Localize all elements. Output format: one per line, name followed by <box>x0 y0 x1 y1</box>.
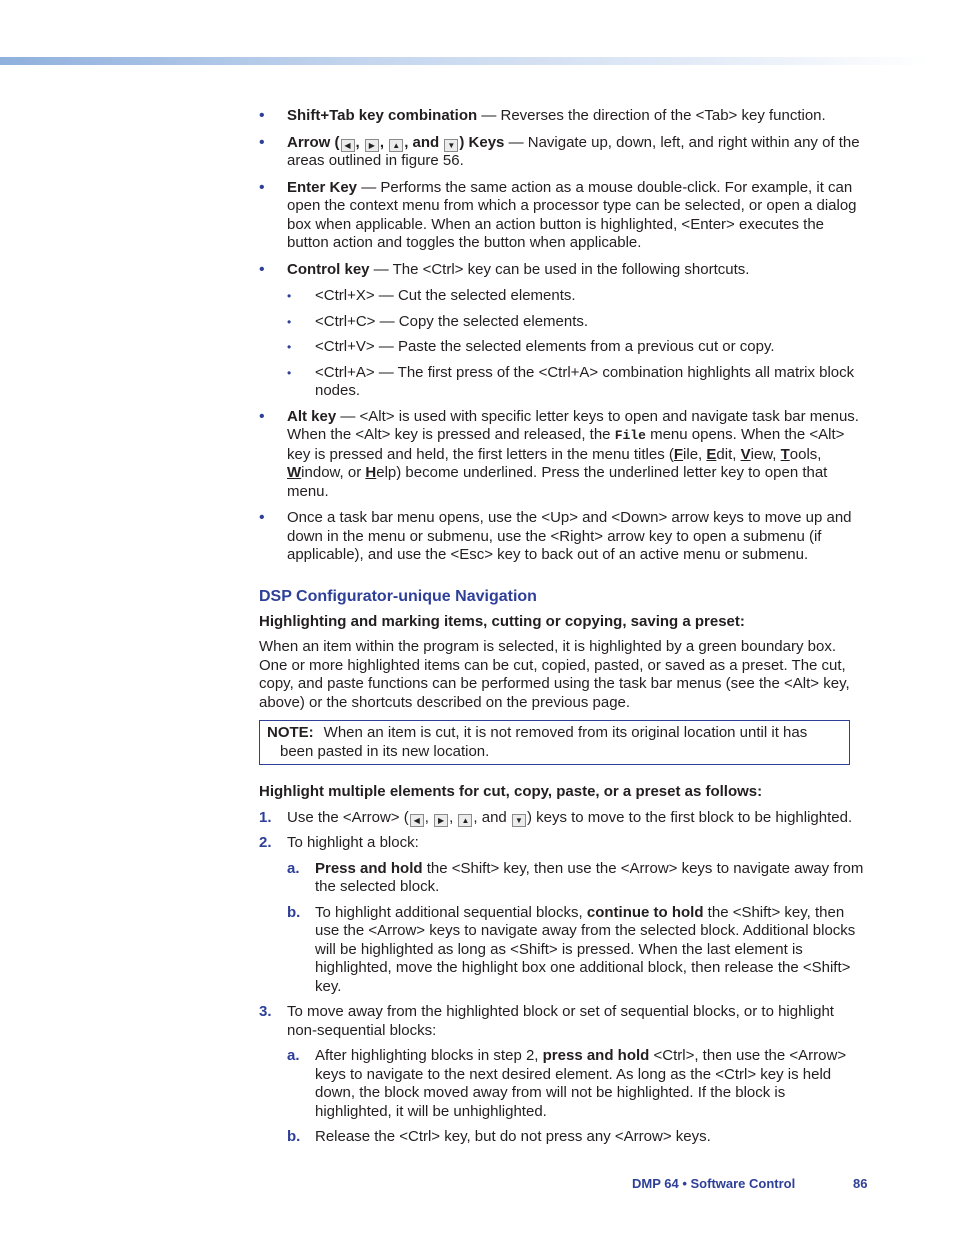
bullet-alt-key <box>259 408 864 502</box>
bullet-dot: • <box>259 178 265 196</box>
down-arrow-key-icon: ▼ <box>444 139 458 152</box>
bullet-enter-key <box>259 179 864 253</box>
bullet-term: Enter Key <box>287 178 358 196</box>
sub-bullet-text: <Ctrl+C> — Copy the selected elements. <box>315 312 589 330</box>
bullet-term: Alt key <box>287 407 337 425</box>
left-arrow-key-icon: ◀ <box>410 814 424 827</box>
step-2b <box>259 904 864 997</box>
subsection-heading: Highlight multiple elements for cut, copy, paste, or a preset as follows: <box>259 783 763 800</box>
step-2a <box>259 860 864 897</box>
step-3b <box>259 1128 864 1147</box>
bullet-desc: — Performs the same action as a mouse double-click. For example, it can open the context menu from which a processor type can be selected, or open a dialog box when applicable. When an action button is highlighted, <Enter> executes the button action and toggles the button when applicable. <box>287 178 857 251</box>
section-heading: DSP Configurator-unique Navigation <box>259 587 537 605</box>
underlined-letter: T <box>780 445 790 463</box>
separator: , <box>355 133 360 151</box>
step-emphasis: press and hold <box>542 1047 650 1064</box>
bullet-desc: menu opens. When the <Alt> key is pressed and held, the first letters in the menu titles ( <box>287 426 845 463</box>
right-arrow-key-icon: ▶ <box>365 139 379 152</box>
step-number: 3. <box>259 1003 272 1020</box>
step-emphasis: continue to hold <box>586 903 704 921</box>
step-text: <Ctrl>, then use the <Arrow> keys to navigate to the next desired element. As long as the <Ctrl> key is held down, the block moved away from will not be highlighted. If the block is highlighted, it will be unhighlighted. <box>315 1047 847 1120</box>
bullet-term: Control key <box>287 260 370 278</box>
subsection-heading: Highlighting and marking items, cutting or copying, saving a preset: <box>259 612 745 630</box>
bullet-shift-tab <box>259 107 864 126</box>
bullet-term-start: Arrow ( <box>287 133 340 151</box>
bullet-dot: • <box>287 365 292 380</box>
underlined-letter: W <box>287 464 302 481</box>
step-text: To highlight a block: <box>287 834 419 851</box>
menu-word: iew, <box>750 445 781 463</box>
bullet-menu-navigation <box>259 509 864 565</box>
bullet-control-key <box>259 261 864 280</box>
substep-letter: a. <box>287 859 300 877</box>
separator: , and <box>473 808 507 826</box>
step-text: the <Shift> key, then use the <Arrow> keys to navigate away from the selected block. <box>315 859 864 895</box>
bullet-desc: — Navigate up, down, left, and right within any of the areas outlined in figure 56. <box>287 133 860 169</box>
underlined-letter: V <box>740 445 751 463</box>
step-number: 1. <box>259 808 272 826</box>
page-footer <box>632 1175 868 1194</box>
sub-bullet-text: <Ctrl+A> — The first press of the <Ctrl+A> combination highlights all matrix block nodes. <box>315 363 855 399</box>
underlined-letter: F <box>673 445 684 463</box>
step-text: Release the <Ctrl> key, but do not press any <Arrow> keys. <box>315 1128 711 1145</box>
bullet-dot: • <box>259 260 265 278</box>
menu-word: indow, or <box>301 464 366 481</box>
up-arrow-key-icon: ▲ <box>458 814 472 827</box>
menu-word: ools, <box>789 445 822 463</box>
footer-doc-title: DMP 64 • Software Control <box>632 1176 796 1191</box>
note-text: When an item is cut, it is not removed from its original location until it has been pasted in its new location. <box>280 724 808 760</box>
note-label: NOTE: <box>267 724 314 741</box>
step-text: To move away from the highlighted block or set of sequential blocks, or to highlight non-sequential blocks: <box>287 1003 834 1039</box>
bullet-arrow-keys <box>259 134 864 171</box>
bullet-dot: • <box>287 340 292 354</box>
step-emphasis: Press and hold <box>315 859 423 877</box>
step-number: 2. <box>259 834 272 851</box>
bullet-desc: Once a task bar menu opens, use the <Up> and <Down> arrow keys to move up and down in the menu or submenu, use the <Right> arrow key to open a submenu (if applicable), and use the <Esc> key to back out of an active menu or submenu. <box>287 509 852 563</box>
bullet-dot: • <box>259 107 265 124</box>
bullet-term: Shift+Tab key combination <box>287 107 478 124</box>
separator: , and <box>404 133 440 151</box>
sub-bullet-ctrl-a <box>259 364 864 401</box>
sub-bullet-text: <Ctrl+V> — Paste the selected elements from a previous cut or copy. <box>315 338 775 355</box>
bullet-dot: • <box>259 509 265 526</box>
body-paragraph: When an item within the program is selected, it is highlighted by a green boundary box. One or more highlighted items can be cut, copied, pasted, or saved as a preset. The cut, copy, and paste functions can be performed using the task bar menus (see the <Alt> key, above) or the shortcuts described on the previous page. <box>259 638 850 711</box>
step-3 <box>259 1003 864 1040</box>
sub-bullet-ctrl-c <box>259 313 864 332</box>
bullet-dot: • <box>259 133 265 151</box>
step-2 <box>259 834 864 853</box>
step-text: After highlighting blocks in step 2, <box>315 1047 543 1064</box>
right-arrow-key-icon: ▶ <box>434 814 448 827</box>
up-arrow-key-icon: ▲ <box>389 139 403 152</box>
bullet-dot: • <box>287 289 292 303</box>
substep-letter: b. <box>287 1128 301 1145</box>
menu-word: ile, <box>683 445 707 463</box>
file-menu-word: File <box>614 428 646 443</box>
left-arrow-key-icon: ◀ <box>341 139 355 152</box>
substep-letter: a. <box>287 1047 300 1064</box>
bullet-term-end: ) Keys <box>459 133 505 151</box>
bullet-dot: • <box>259 407 265 425</box>
bullet-dot: • <box>287 314 292 329</box>
step-text: To highlight additional sequential blocks, <box>315 903 587 921</box>
down-arrow-key-icon: ▼ <box>512 814 526 827</box>
underlined-letter: H <box>365 464 377 481</box>
underlined-letter: E <box>706 445 717 463</box>
menu-word: dit, <box>716 445 741 463</box>
separator: , <box>379 133 385 151</box>
menu-word: elp) become underlined. Press the underlined letter key to open that menu. <box>287 464 828 500</box>
bullet-desc: — <Alt> is used with specific letter keys to open and navigate task bar menus. When the <Alt> key is pressed and released, the <box>287 407 859 443</box>
note-box <box>259 720 850 765</box>
footer-page-number: 86 <box>853 1176 868 1191</box>
bullet-desc: — Reverses the direction of the <Tab> key function. <box>477 107 826 124</box>
substep-letter: b. <box>287 903 301 921</box>
step-text: the <Shift> key, then use the <Arrow> keys to navigate away from the selected block. Additional blocks will be highlighted as long as <Shift> is pressed. When the last element is highlighted, move the highlight box one additional block, then release the <Shift> key. <box>315 903 856 995</box>
bullet-desc: — The <Ctrl> key can be used in the following shortcuts. <box>369 260 750 278</box>
sub-bullet-text: <Ctrl+X> — Cut the selected elements. <box>315 287 576 304</box>
sub-bullet-ctrl-v <box>259 338 864 357</box>
step-1 <box>259 809 864 828</box>
step-text: Use the <Arrow> ( <box>287 808 409 826</box>
header-accent-bar <box>0 57 930 65</box>
step-text: ) keys to move to the first block to be highlighted. <box>526 808 853 826</box>
separator: , <box>449 808 454 826</box>
sub-bullet-ctrl-x <box>259 287 864 306</box>
page-content <box>259 107 864 1154</box>
step-3a <box>259 1047 864 1121</box>
separator: , <box>424 808 429 826</box>
